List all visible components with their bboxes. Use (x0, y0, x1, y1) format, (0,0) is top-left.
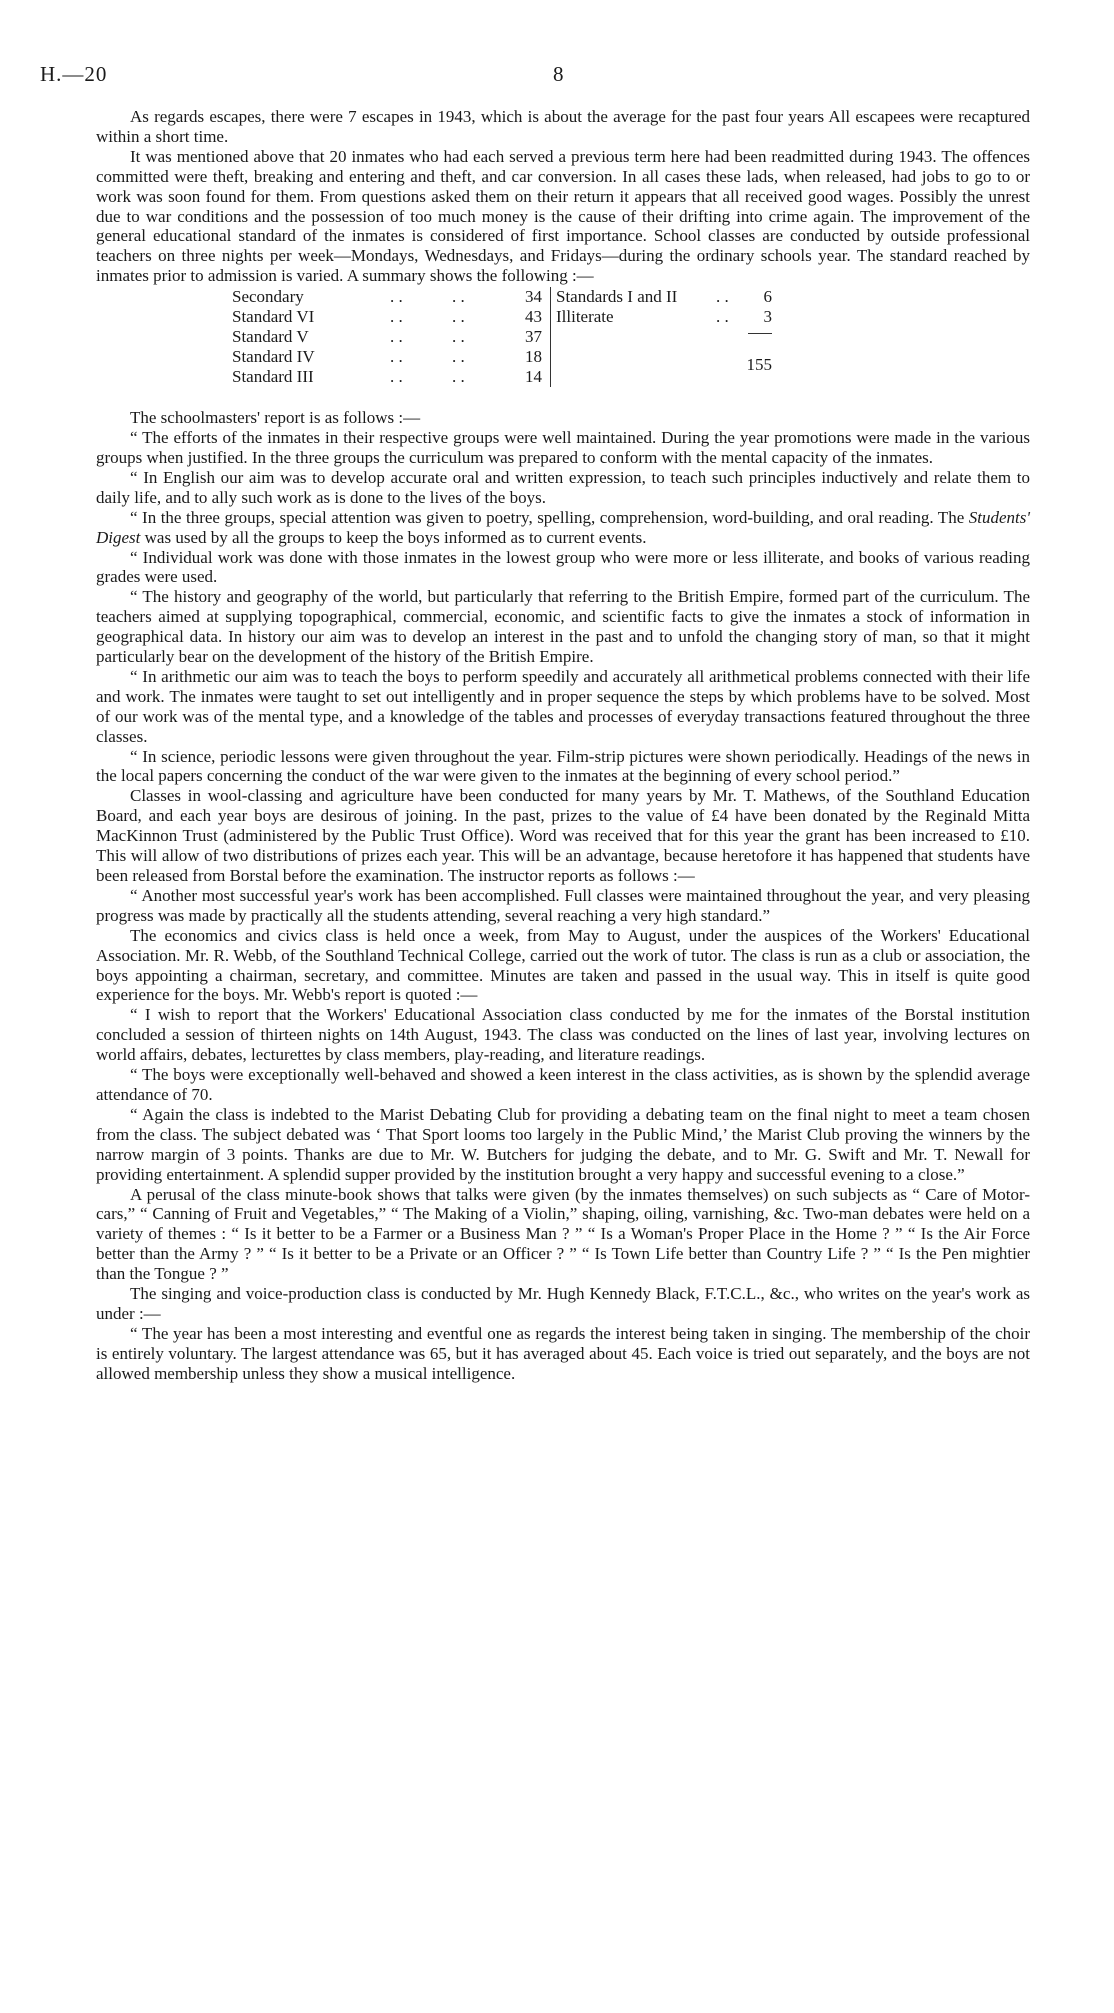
page-number: 8 (553, 62, 564, 86)
leader-dots: . . (716, 307, 729, 327)
paragraph-three-groups (96, 508, 1030, 548)
leader-dots: . . (390, 326, 403, 346)
summary-row (232, 367, 542, 387)
summary-row (232, 307, 542, 327)
summary-row (556, 287, 772, 307)
summary-row (556, 307, 772, 327)
summary-label: Standards I and II (556, 287, 678, 307)
paragraph-science: “ In science, periodic lessons were given throughout the year. Film-strip pictures were shown periodically. Headings of the news in the local papers concerning the conduct of the war were given to the inmates at the beginning of every school period.” (96, 746, 1030, 786)
summary-left-column (232, 287, 551, 386)
summary-value: 34 (525, 287, 542, 307)
summary-label: Standard IV (232, 346, 315, 366)
paragraph-economics-civics: The economics and civics class is held once a week, from May to August, under the auspices of the Workers' Educational Association. Mr. R. Webb, of the Southland Technical College, carried out the work of tutor. The class is run as a club or association, the boys appointing a chairman, secretary, and committee. Minutes are taken and passed in the usual way. This in itself is quite good experience for the boys. Mr. Webb's report is quoted :— (96, 925, 1030, 1005)
publication-title: Students' Digest (96, 507, 1030, 547)
leader-dots: . . (452, 326, 465, 346)
summary-label: Standard VI (232, 307, 315, 327)
paragraph-english: “ In English our aim was to develop accurate oral and written expression, to teach such principles inductively and relate them to daily life, and to ally such work as is done to the lives of the boys. (96, 467, 1030, 507)
paragraph-instructor-report: “ Another most successful year's work has been accomplished. Full classes were maintained throughout the year, and very pleasing progress was made by practically all the students attending, several reaching a very high standard.” (96, 885, 1030, 925)
paragraph-efforts: “ The efforts of the inmates in their respective groups were well maintained. During the year promotions were made in the various groups when justified. In the three groups the curriculum was prepared to conform with the mental capacity of the inmates. (96, 428, 1030, 467)
summary-value: 6 (763, 287, 772, 307)
document-body (96, 107, 1030, 1384)
summary-label: Standard V (232, 326, 309, 346)
summary-row (232, 327, 542, 347)
text-run: “ In the three groups, special attention was given to poetry, spelling, comprehension, word-building, and oral reading. The (130, 507, 969, 527)
leader-dots: . . (452, 366, 465, 386)
paragraph-escapes: As regards escapes, there were 7 escapes in 1943, which is about the average for the past four years All escapees were recaptured within a short time. (96, 107, 1030, 146)
paragraph-history-geography: “ The history and geography of the world, but particularly that referring to the British Empire, formed part of the curriculum. The teachers aimed at supplying topographical, commercial, economic, and scientific facts to give the inmates a stock of information in geographical data. In history our aim was to develop an interest in the past and to unfold the changing story of man, so that it might particularly bear on the development of the history of the British Empire. (96, 587, 1030, 667)
summary-total: 155 (746, 355, 772, 375)
leader-dots: . . (390, 307, 403, 327)
leader-dots: . . (452, 307, 465, 327)
leader-dots: . . (390, 346, 403, 366)
summary-label: Standard III (232, 366, 314, 386)
leader-dots: . . (452, 287, 465, 307)
summary-row (232, 347, 542, 367)
summary-value: 43 (525, 307, 542, 327)
summary-value: 3 (763, 307, 772, 327)
text-run: was used by all the groups to keep the boys informed as to current events. (140, 527, 647, 547)
paragraph-schoolmasters-intro: The schoolmasters' report is as follows :— (130, 408, 421, 428)
summary-row (232, 287, 542, 307)
total-rule (748, 333, 772, 334)
paragraph-behaviour: “ The boys were exceptionally well-behaved and showed a keen interest in the class activities, as is shown by the splendid average attendance of 70. (96, 1065, 1030, 1104)
summary-value: 18 (525, 346, 542, 366)
leader-dots: . . (390, 287, 403, 307)
paragraph-singing-intro: The singing and voice-production class is conducted by Mr. Hugh Kennedy Black, F.T.C.L., &c., who writes on the year's work as under :— (96, 1284, 1030, 1323)
paragraph-wool-classing: Classes in wool-classing and agriculture have been conducted for many years by Mr. T. Mathews, of the Southland Education Board, and each year boys are desirous of joining. In the past, prizes to the value of £4 have been donated by the Reginald Mitta MacKinnon Trust (administered by the Public Trust Office). Word was received that for this year the grant has been increased to £10. This will allow of two distributions of prizes each year. This will be an advantage, because heretofore it has happened that students have been released from Borstal before the examination. The instructor reports as follows :— (96, 786, 1030, 885)
summary-value: 37 (525, 326, 542, 346)
summary-value: 14 (525, 366, 542, 386)
paragraph-arithmetic: “ In arithmetic our aim was to teach the boys to perform speedily and accurately all arithmetical problems connected with their life and work. The inmates were taught to set out intelligently and in proper sequence the steps by which problems have to be solved. Most of our work was of the mental type, and a knowledge of the tables and processes of everyday transactions featured throughout the three classes. (96, 666, 1030, 746)
document-code: H.—20 (40, 62, 108, 86)
leader-dots: . . (390, 366, 403, 386)
page-header (40, 62, 1040, 92)
education-summary-table (96, 287, 1030, 405)
paragraph-singing-report: “ The year has been a most interesting and eventful one as regards the interest being taken in singing. The membership of the choir is entirely voluntary. The largest attendance was 65, but it has averaged about 45. Each voice is tried out separately, and the boys are not allowed membership unless they show a musical intelligence. (96, 1323, 1030, 1383)
paragraph-debating: “ Again the class is indebted to the Marist Debating Club for providing a debating team on the final night to meet a team chosen from the class. The subject debated was ‘ That Sport looms too largely in the Public Mind,’ the Marist Club proving the winners by the narrow margin of 3 points. Thanks are due to Mr. W. Butchers for judging the debate, and to Mr. G. Swift and Mr. T. Newall for providing entertainment. A splendid supper provided by the institution brought a very happy and successful evening to a close.” (96, 1104, 1030, 1184)
paragraph-webb-report: “ I wish to report that the Workers' Educational Association class conducted by me for the inmates of the Borstal institution concluded a session of thirteen nights on 14th August, 1943. The class was conducted on the lines of last year, involving lectures on world affairs, debates, lecturettes by class members, play-reading, and literature readings. (96, 1005, 1030, 1065)
leader-dots: . . (452, 346, 465, 366)
paragraph-readmissions: It was mentioned above that 20 inmates who had each served a previous term here had been readmitted during 1943. The offences committed were theft, breaking and entering and theft, and car conversion. In all cases these lads, when released, had jobs to go to or work was soon found for them. From questions asked them on their return it appears that all received good wages. Possibly the unrest due to war conditions and the possession of too much money is the cause of their drifting into crime again. The improvement of the general educational standard of the inmates is considered of first importance. School classes are conducted by outside professional teachers on three nights per week—Mondays, Wednesdays, and Fridays—during the ordinary schools year. The standard reached by inmates prior to admission is varied. A summary shows the following :— (96, 146, 1030, 286)
paragraph-minute-book: A perusal of the class minute-book shows that talks were given (by the inmates themselves) on such subjects as “ Care of Motor-cars,” “ Canning of Fruit and Vegetables,” “ The Making of a Violin,” shaping, oiling, varnishing, &c. Two-man debates were held on a variety of themes : “ Is it better to be a Farmer or a Business Man ? ” “ Is a Woman's Proper Place in the Home ? ” “ Is the Air Force better than the Army ? ” “ Is it better to be a Private or an Officer ? ” “ Is Town Life better than Country Life ? ” “ Is the Pen mightier than the Tongue ? ” (96, 1184, 1030, 1284)
leader-dots: . . (716, 287, 729, 307)
paragraph-individual-work: “ Individual work was done with those inmates in the lowest group who were more or less illiterate, and books of various reading grades were used. (96, 547, 1030, 587)
summary-label: Secondary (232, 287, 304, 307)
summary-right-column (556, 287, 772, 375)
summary-label: Illiterate (556, 307, 614, 327)
